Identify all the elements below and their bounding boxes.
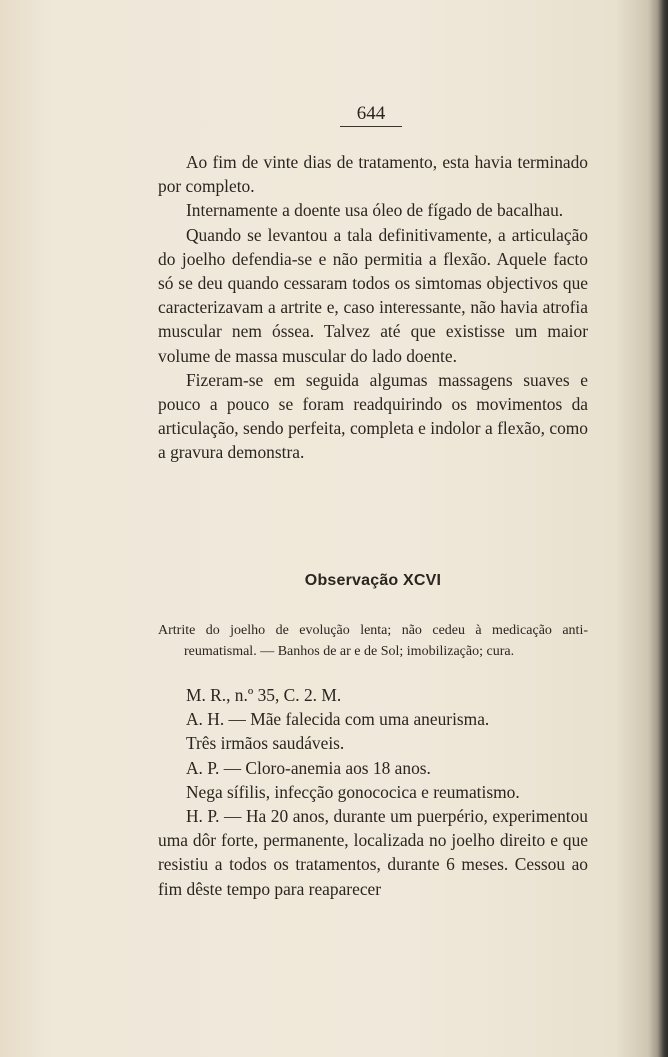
- case-record: [158, 683, 588, 901]
- paragraph: Fizeram-se em seguida algumas massagens suaves e pouco a pouco se foram readquirindo os movimentos da articulação, sendo perfeita, completa e indolor a flexão, como a gravura demonstra.: [158, 369, 588, 463]
- case-siblings: Três irmãos saudáveis.: [186, 733, 345, 754]
- summary-text: Artrite do joelho de evolução lenta; não cedeu à medicação anti-reumatismal. — Banhos de ar e de Sol; imobilização; cura.: [158, 623, 588, 659]
- page-number: 644: [340, 103, 402, 127]
- case-family-history: A. H. — Mãe falecida com uma aneurisma.: [186, 709, 490, 730]
- case-denies: Nega sífilis, infecção gonococica e reumatismo.: [186, 781, 520, 802]
- observation-title: Observação XCVI: [304, 572, 442, 589]
- case-personal-history: A. P. — Cloro-anemia aos 18 anos.: [186, 757, 431, 778]
- body-text: [158, 150, 588, 465]
- observation-summary: [158, 620, 588, 662]
- case-patient-line: M. R., n.º 35, C. 2. M.: [186, 685, 342, 705]
- paragraph: Quando se levantou a tala definitivamente, a articulação do joelho defendia-se e não permitia a flexão. Aquele facto só se deu quando cessaram todos os simtomas objectivos que caracterizavam a artrite e, caso interessante, não havia atrofia muscular nem óssea. Talvez até que existisse um maior volume de massa muscular do lado doente.: [158, 224, 588, 366]
- case-present-history: H. P. — Ha 20 anos, durante um puerpério, experimentou uma dôr forte, permanente, localizada no joelho direito e que resistiu a todos os tratamentos, durante 6 meses. Cessou ao fim dêste tempo para reaparecer: [158, 806, 588, 899]
- book-spine-edge: [658, 0, 668, 1057]
- paragraph: Internamente a doente usa óleo de fígado de bacalhau.: [186, 200, 564, 221]
- paragraph: Ao fim de vinte dias de tratamento, esta havia terminado por completo.: [158, 152, 588, 197]
